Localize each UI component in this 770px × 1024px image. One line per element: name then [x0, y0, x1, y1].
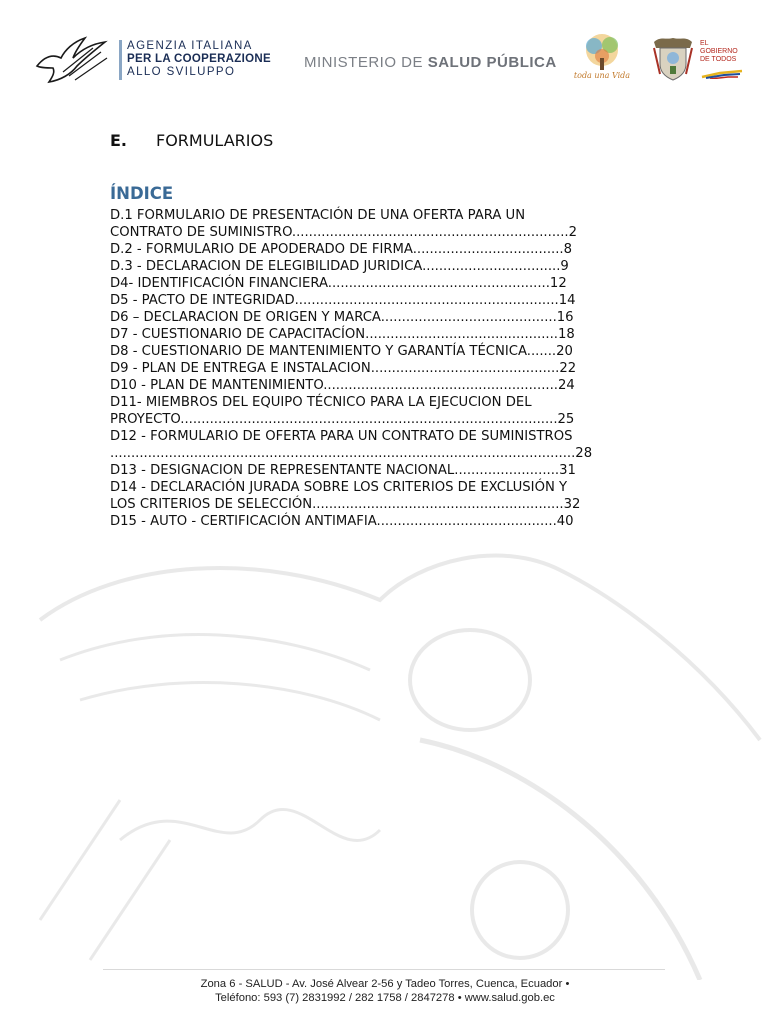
- footer-contact: Teléfono: 593 (7) 2831992 / 282 1758 / 2847278 • www.salud.gob.ec: [215, 992, 555, 1004]
- ministry-logo: [304, 54, 557, 71]
- ministry-bold: SALUD PÚBLICA: [427, 54, 557, 71]
- aics-wordmark: [127, 40, 271, 79]
- government-logo: [700, 40, 748, 80]
- gov-line-3: DE TODOS: [700, 56, 737, 63]
- tree-logo-text: toda una Vida: [573, 71, 631, 80]
- section-title: FORMULARIOS: [156, 131, 274, 150]
- coat-of-arms-icon: [650, 34, 696, 82]
- aics-line-3: ALLO SVILUPPO: [127, 66, 236, 78]
- footer-address: Zona 6 - SALUD - Av. José Alvear 2-56 y Tadeo Torres, Cuenca, Ecuador •: [200, 978, 570, 990]
- toc-entry[interactable]: D13 - DESIGNACION DE REPRESENTANTE NACIONAL.........................31: [110, 463, 576, 478]
- toc-entry[interactable]: D11- MIEMBROS DEL EQUIPO TÉCNICO PARA LA EJECUCION DEL: [110, 395, 532, 410]
- toc-entry[interactable]: D9 - PLAN DE ENTREGA E INSTALACION.............................................22: [110, 361, 577, 376]
- toc-entry[interactable]: D12 - FORMULARIO DE OFERTA PARA UN CONTRATO DE SUMINISTROS: [110, 429, 573, 444]
- toc-entry[interactable]: D10 - PLAN DE MANTENIMIENTO........................................................24: [110, 378, 575, 393]
- toc-entry[interactable]: D8 - CUESTIONARIO DE MANTENIMIENTO Y GARANTÍA TÉCNICA.......20: [110, 344, 573, 359]
- toc-entry[interactable]: D5 - PACTO DE INTEGRIDAD...............................................................14: [110, 293, 576, 308]
- index-title: ÍNDICE: [110, 184, 174, 203]
- toc-entry[interactable]: LOS CRITERIOS DE SELECCIÓN............................................................32: [110, 497, 581, 512]
- toc-entry[interactable]: D6 – DECLARACION DE ORIGEN Y MARCA..........................................16: [110, 310, 574, 325]
- document-footer: [100, 977, 670, 1005]
- dove-icon: [35, 36, 110, 84]
- footer-divider: [103, 969, 665, 970]
- toc-entry[interactable]: D.1 FORMULARIO DE PRESENTACIÓN DE UNA OFERTA PARA UN: [110, 208, 526, 223]
- tree-logo-icon: [572, 32, 632, 82]
- eagle-watermark-icon: [0, 540, 770, 980]
- aics-line-1: AGENZIA ITALIANA: [127, 40, 253, 52]
- aics-logo: [35, 36, 275, 84]
- toc-entry[interactable]: CONTRATO DE SUMINISTRO..................................................................2: [110, 225, 577, 240]
- ministry-prefix: MINISTERIO DE: [304, 54, 428, 71]
- toc-entry[interactable]: PROYECTO..........................................................................................25: [110, 412, 575, 427]
- gov-line-2: GOBIERNO: [700, 48, 738, 55]
- toc-entry[interactable]: D15 - AUTO - CERTIFICACIÓN ANTIMAFIA...........................................40: [110, 514, 574, 529]
- document-header: [0, 0, 770, 110]
- toc-entry[interactable]: D4- IDENTIFICACIÓN FINANCIERA.....................................................12: [110, 276, 567, 291]
- aics-line-2: PER LA COOPERAZIONE: [127, 53, 271, 65]
- toc-entry[interactable]: D.3 - DECLARACION DE ELEGIBILIDAD JURIDICA.................................9: [110, 259, 569, 274]
- gov-line-1: EL: [700, 40, 709, 47]
- toc-entry[interactable]: D7 - CUESTIONARIO DE CAPACITACÍON..............................................18: [110, 327, 575, 342]
- table-of-contents: [110, 207, 662, 530]
- section-heading: [110, 131, 662, 153]
- document-body: [110, 131, 662, 530]
- gov-logo-stripes-icon: [700, 69, 744, 79]
- toc-entry[interactable]: D.2 - FORMULARIO DE APODERADO DE FIRMA....................................8: [110, 242, 573, 257]
- section-letter: E.: [110, 131, 128, 150]
- toc-entry[interactable]: ...............................................................................................................28: [110, 446, 593, 461]
- toc-entry[interactable]: D14 - DECLARACIÓN JURADA SOBRE LOS CRITERIOS DE EXCLUSIÓN Y: [110, 480, 568, 495]
- logo-divider: [119, 40, 122, 80]
